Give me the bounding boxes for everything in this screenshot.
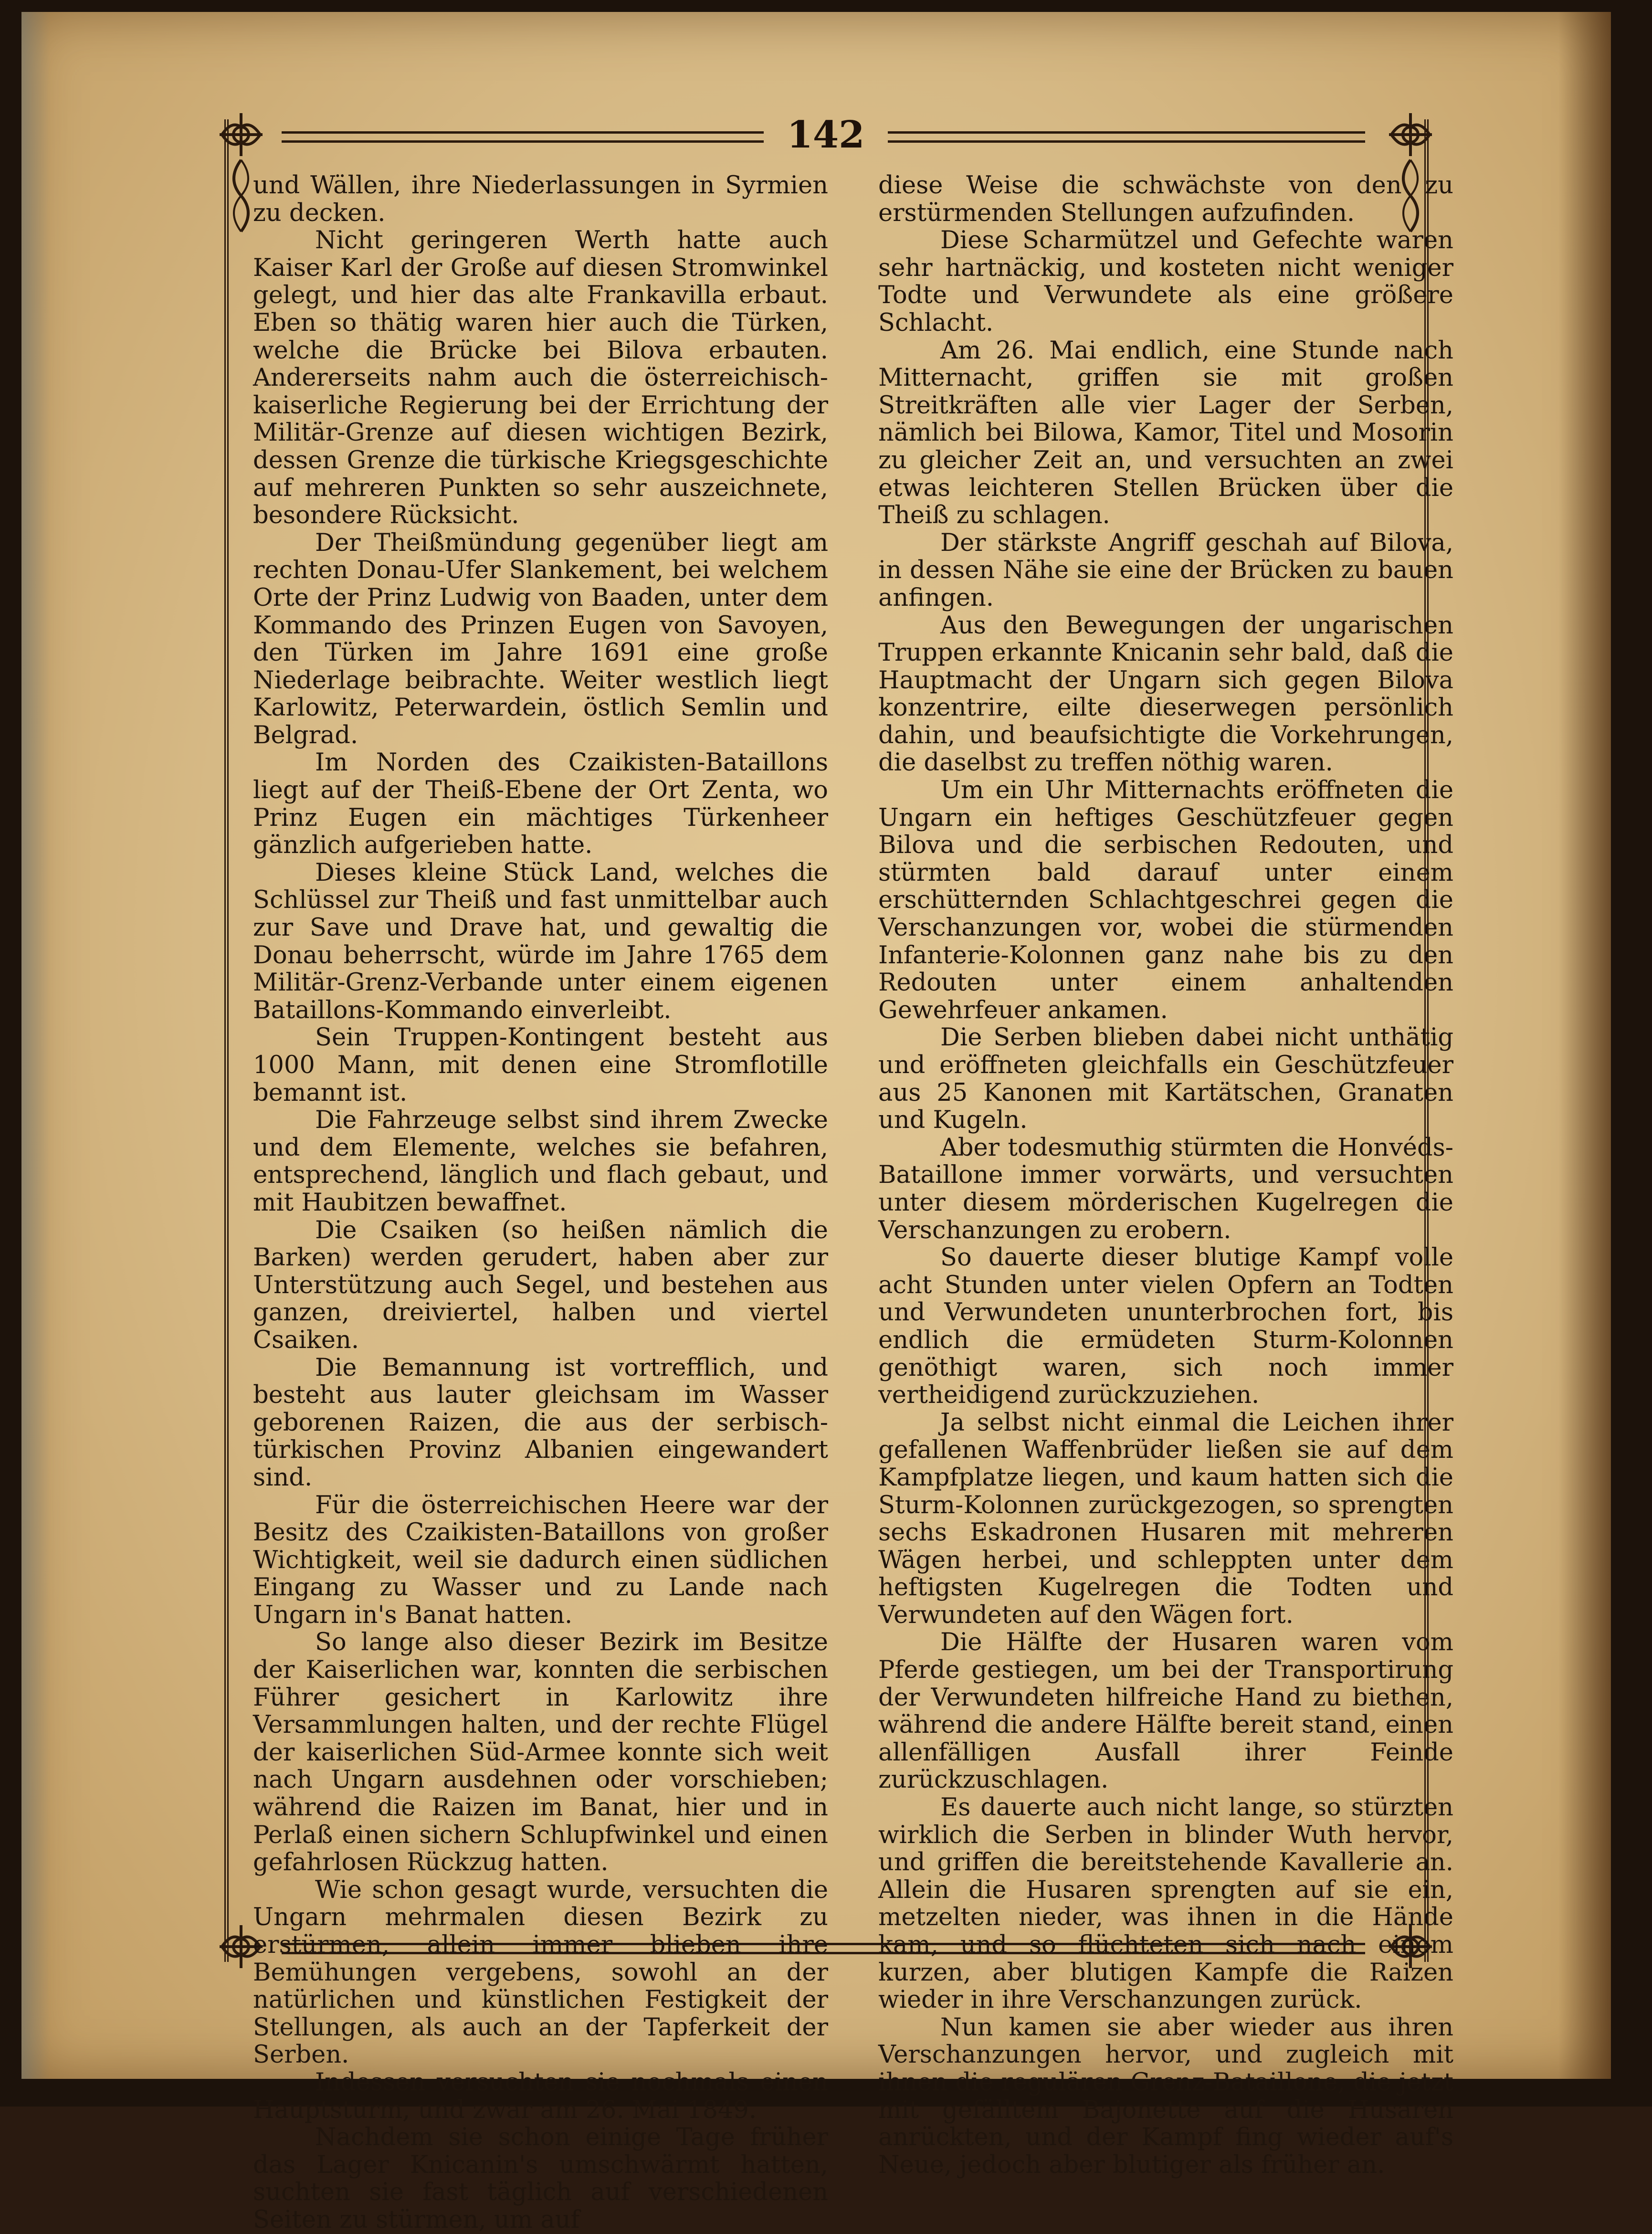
- paragraph: Um ein Uhr Mitternachts eröffneten die Ungarn ein heftiges Geschützfeuer gegen Bilova und die serbischen Redouten, und stürmten bald darauf unter einem erschütternden Schlachtgeschrei gegen die Verschanzungen vor, wobei die stürmenden Infanterie-Kolonnen ganz nahe bis zu den Redouten unter einem anhaltenden Gewehrfeuer ankamen.: [878, 776, 1453, 1024]
- paragraph: Nachdem sie schon einige Tage früher das Lager Knicanin's umschwärmt hatten, suchten sie fast täglich auf verschiedenen Seiten zu stürmen, um auf: [253, 2123, 828, 2234]
- paragraph: und Wällen, ihre Niederlassungen in Syrmien zu decken.: [253, 171, 828, 227]
- paragraph: Sein Truppen-Kontingent besteht aus 1000 Mann, mit denen eine Stromflotille bemannt ist.: [253, 1023, 828, 1107]
- paragraph: Der stärkste Angriff geschah auf Bilova, in dessen Nähe sie eine der Brücken zu bauen anfingen.: [878, 528, 1453, 612]
- paragraph: diese Weise die schwächste von den zu erstürmenden Stellungen aufzufinden.: [878, 171, 1453, 227]
- paragraph: Nicht geringeren Werth hatte auch Kaiser Karl der Große auf diesen Stromwinkel gelegt, und hier das alte Frankavilla erbaut. Eben so thätig waren hier auch die Türken, welche die Brücke bei Bilova erbauten. Andererseits nahm auch die österreichisch-kaiserliche Regierung bei der Errichtung der Militär-Grenze auf diesen wichtigen Bezirk, dessen Grenze die türkische Kriegsgeschichte auf mehreren Punkten so sehr auszeichnete, besondere Rücksicht.: [253, 226, 828, 530]
- top-rule-left: [282, 131, 764, 143]
- paragraph: Die Serben blieben dabei nicht unthätig und eröffneten gleichfalls ein Geschützfeuer aus 25 Kanonen mit Kartätschen, Granaten und Kugeln.: [878, 1023, 1453, 1135]
- paragraph: Wie schon gesagt wurde, versuchten die Ungarn mehrmalen diesen Bezirk zu erstürmen, allein immer blieben ihre Bemühungen vergebens, sowohl an der natürlichen und künstlichen Festigkeit der Stellungen, als auch an der Tapferkeit der Serben.: [253, 1876, 828, 2069]
- top-rule-right: [888, 131, 1365, 143]
- paragraph: Diese Scharmützel und Gefechte waren sehr hartnäckig, und kosteten nicht weniger Todte und Verwundete als eine größere Schlacht.: [878, 226, 1453, 337]
- paragraph: So dauerte dieser blutige Kampf volle acht Stunden unter vielen Opfern an Todten und Verwundeten ununterbrochen fort, bis endlich die ermüdeten Sturm-Kolonnen genöthigt waren, sich noch immer vertheidigend zurückzuziehen.: [878, 1243, 1453, 1410]
- paragraph: Am 26. Mai endlich, eine Stunde nach Mitternacht, griffen sie mit großen Streitkräften alle vier Lager der Serben, nämlich bei Bilowa, Kamor, Titel und Mosorin zu gleicher Zeit an, und versuchten an zwei etwas leichteren Stellen Brücken über die Theiß zu schlagen.: [878, 336, 1453, 530]
- paragraph: Die Csaiken (so heißen nämlich die Barken) werden gerudert, haben aber zur Unterstützung auch Segel, und bestehen aus ganzen, dreiviertel, halben und viertel Csaiken.: [253, 1216, 828, 1354]
- paragraph: Die Bemannung ist vortrefflich, und besteht aus lauter gleichsam im Wasser geborenen Raizen, die aus der serbisch-türkischen Provinz Albanien eingewandert sind.: [253, 1353, 828, 1492]
- paragraph: Für die österreichischen Heere war der Besitz des Czaikisten-Bataillons von großer Wichtigkeit, weil sie dadurch einen südlichen Eingang zu Wasser und zu Lande nach Ungarn in's Banat hatten.: [253, 1491, 828, 1629]
- page-gutter-shadow: [1558, 12, 1611, 2079]
- page-edge-shadow: [21, 12, 50, 2079]
- corner-ornament-icon: [1387, 111, 1434, 158]
- paragraph: Indessen versuchten sie nochmals einen Hauptsturm, und zwar am 26. Mai 1849.: [253, 2068, 828, 2124]
- paragraph: Ja selbst nicht einmal die Leichen ihrer gefallenen Waffenbrüder ließen sie auf dem Kampfplatze liegen, und kaum hatten sich die Sturm-Kolonnen zurückgezogen, so sprengten sechs Eskadronen Husaren mit mehreren Wägen herbei, und schleppten unter dem heftigsten Kugelregen die Todten und Verwundeten auf den Wägen fort.: [878, 1408, 1453, 1629]
- paragraph: Der Theißmündung gegenüber liegt am rechten Donau-Ufer Slankement, bei welchem Orte der Prinz Ludwig von Baaden, unter dem Kommando des Prinzen Eugen von Savoyen, den Türken im Jahre 1691 eine große Niederlage beibrachte. Weiter westlich liegt Karlowitz, Peterwardein, östlich Semlin und Belgrad.: [253, 528, 828, 749]
- paragraph: Im Norden des Czaikisten-Bataillons liegt auf der Theiß-Ebene der Ort Zenta, wo Prinz Eugen ein mächtiges Türkenheer gänzlich aufgerieben hatte.: [253, 748, 828, 860]
- paragraph: Dieses kleine Stück Land, welches die Schlüssel zur Theiß und fast unmittelbar auch zur Save und Drave hat, und gewaltig die Donau beherrscht, würde im Jahre 1765 dem Militär-Grenz-Verbande unter einem eigenen Bataillons-Kommando einverleibt.: [253, 858, 828, 1024]
- paragraph: Aus den Bewegungen der ungarischen Truppen erkannte Knicanin sehr bald, daß die Hauptmacht der Ungarn sich gegen Bilova konzentrire, eilte dieserwegen persönlich dahin, und beaufsichtigte die Vorkehrungen, die daselbst zu treffen nöthig waren.: [878, 611, 1453, 777]
- paragraph: Aber todesmuthig stürmten die Honvéds-Bataillone immer vorwärts, und versuchten unter diesem mörderischen Kugelregen die Verschanzungen zu erobern.: [878, 1133, 1453, 1244]
- paragraph: Es dauerte auch nicht lange, so stürzten wirklich die Serben in blinder Wuth hervor, und griffen die bereitstehende Kavallerie an. Allein die Husaren sprengten auf sie ein, metzelten nieder, was ihnen in die Hände kam, und so flüchteten sich nach einem kurzen, aber blutigen Kampfe die Raizen wieder in ihre Verschanzungen zurück.: [878, 1793, 1453, 2014]
- corner-ornament-icon: [217, 111, 265, 158]
- text-column-right: [878, 171, 1453, 2179]
- paragraph: Die Hälfte der Husaren waren vom Pferde gestiegen, um bei der Transportirung der Verwundeten hilfreiche Hand zu biethen, während die andere Hälfte bereit stand, einen allenfälligen Ausfall ihrer Feinde zurückzuschlagen.: [878, 1628, 1453, 1794]
- page-number: 142: [787, 113, 865, 157]
- paragraph: Nun kamen sie aber wieder aus ihren Verschanzungen hervor, und zugleich mit ihnen die regulären Grenz-Bataillone, die jetzt mit gefälltem Bajonette auf die Husaren anrückten, und der Kampf fing wieder auf's Neue, jedoch aber blutiger als früher an.: [878, 2013, 1453, 2179]
- paragraph: So lange also dieser Bezirk im Besitze der Kaiserlichen war, konnten die serbischen Führer gesichert in Karlowitz ihre Versammlungen halten, und der rechte Flügel der kaiserlichen Süd-Armee konnte sich weit nach Ungarn ausdehnen oder vorschieben; während die Raizen im Banat, hier und in Perlaß einen sichern Schlupfwinkel und einen gefahrlosen Rückzug hatten.: [253, 1628, 828, 1877]
- paragraph: Die Fahrzeuge selbst sind ihrem Zwecke und dem Elemente, welches sie befahren, entsprechend, länglich und flach gebaut, und mit Haubitzen bewaffnet.: [253, 1106, 828, 1217]
- text-column-left: [253, 171, 828, 2234]
